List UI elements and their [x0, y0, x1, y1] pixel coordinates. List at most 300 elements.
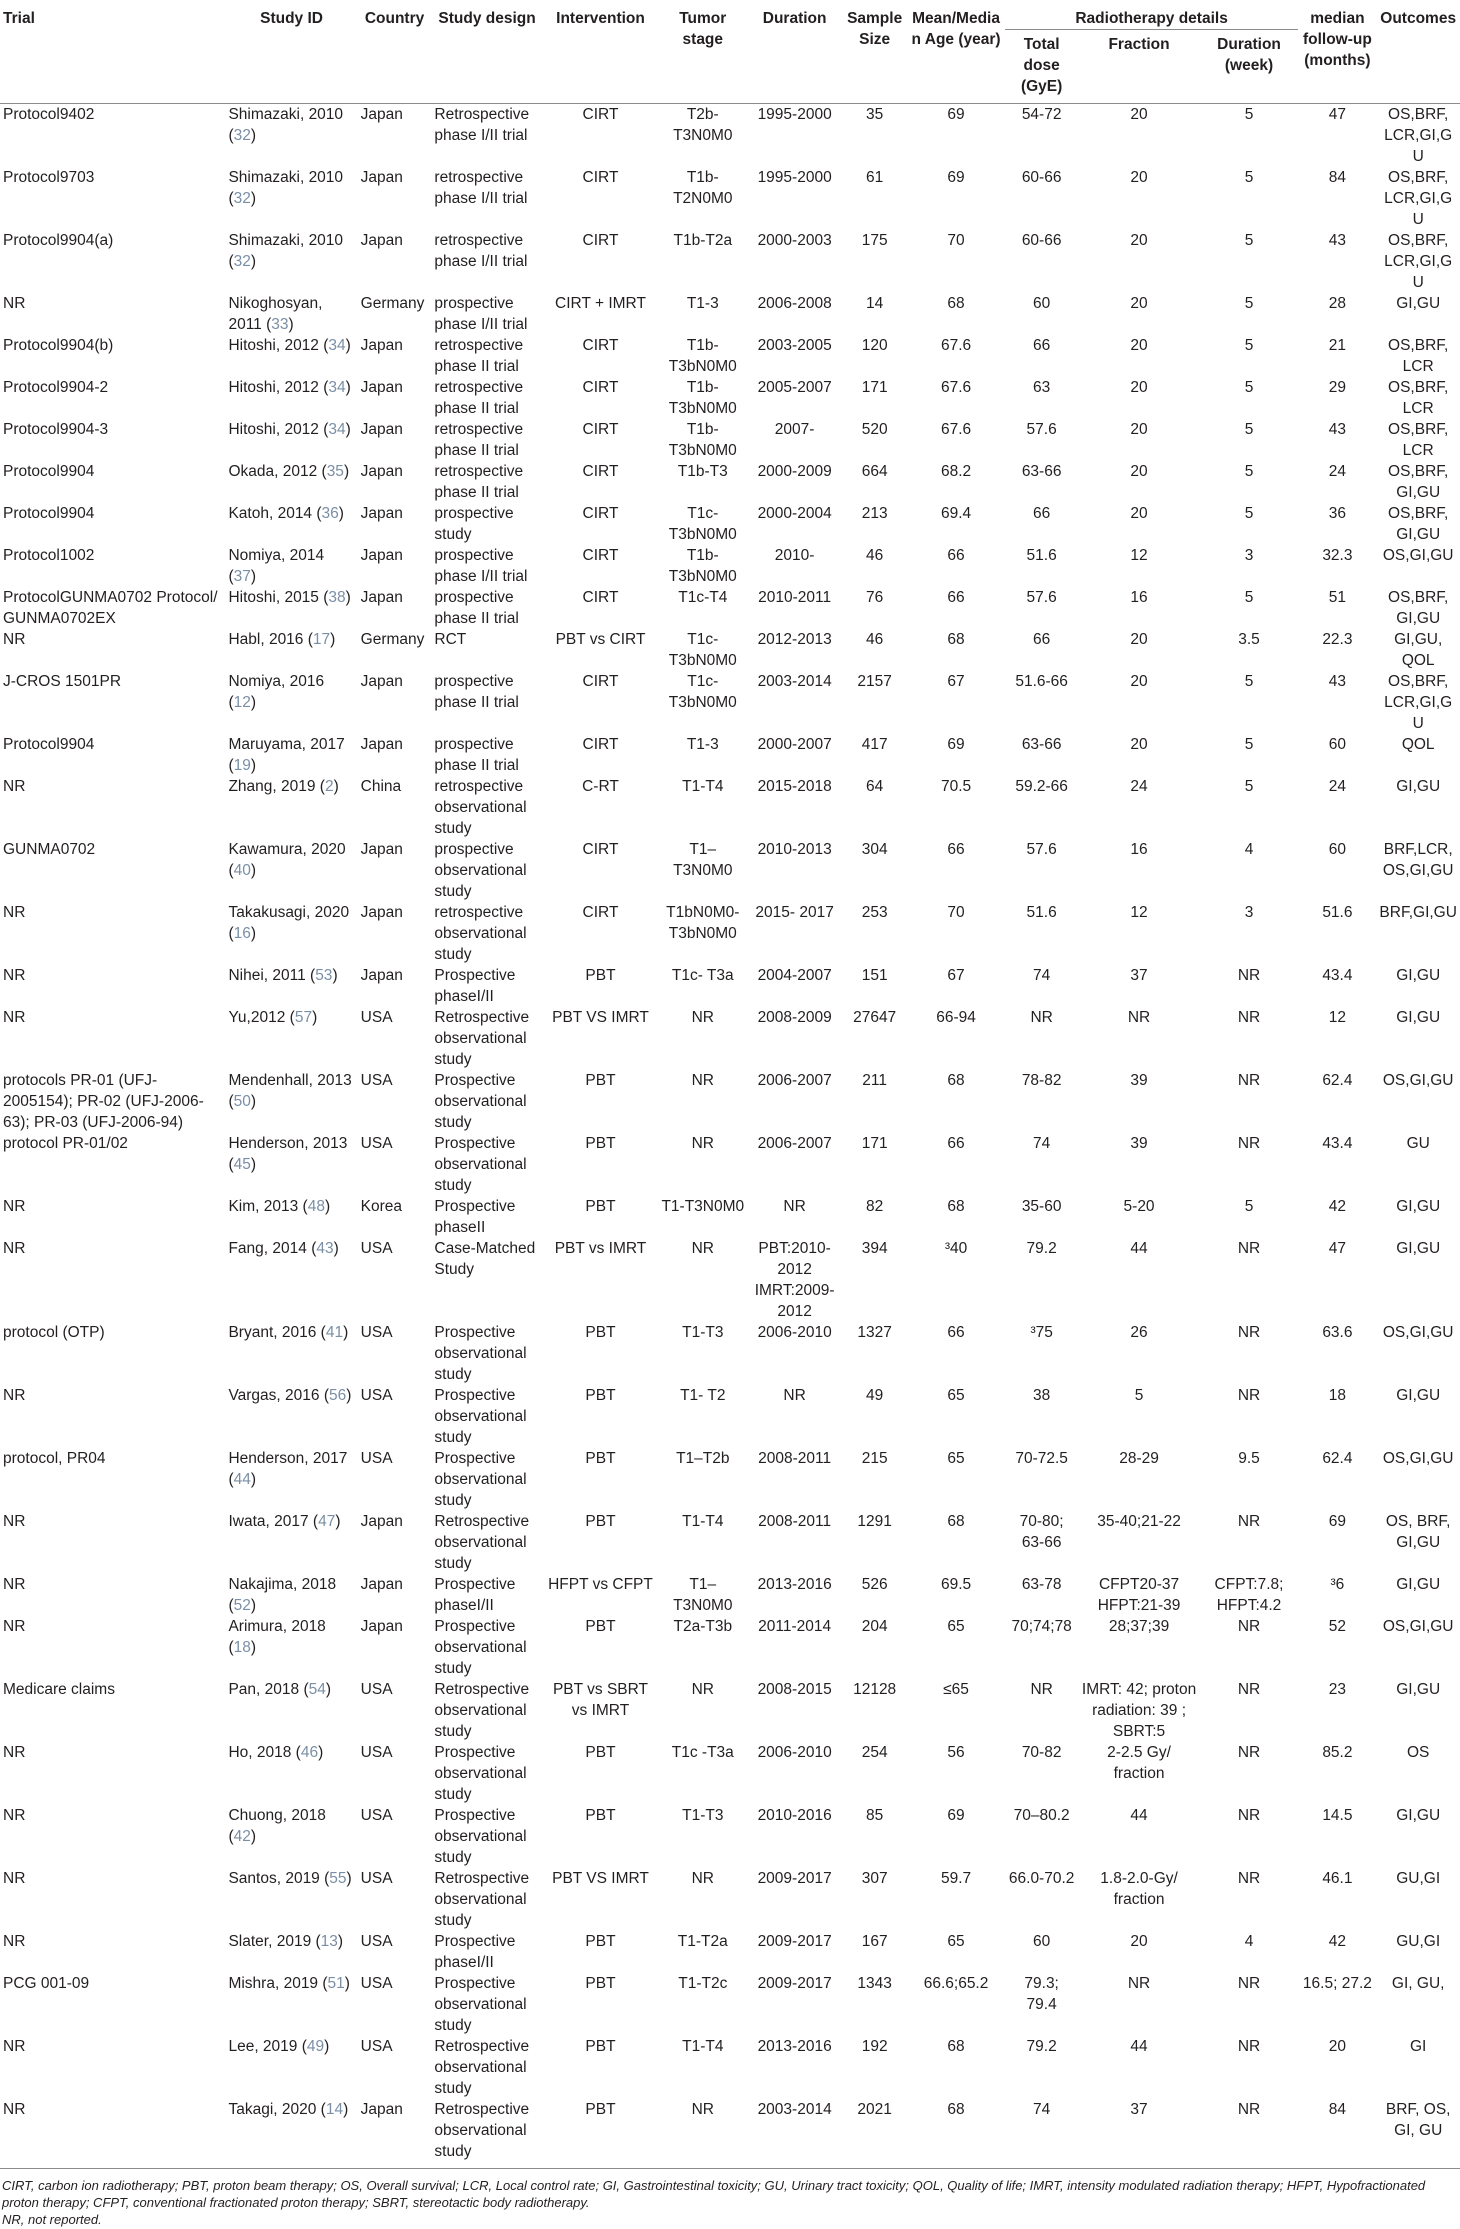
table-row: [0, 1868, 1460, 1931]
cell-follow-up: 60: [1328, 736, 1347, 753]
cell-intervention: PBT: [585, 1618, 616, 1635]
cell-outcomes: OS,BRF, LCR: [1388, 379, 1449, 417]
cell-study-id: Nomiya, 2014 (37): [228, 547, 325, 585]
cell-sample-size: 213: [861, 505, 888, 522]
cell-total-dose: 70-82: [1021, 1744, 1062, 1761]
cell-intervention: CIRT: [582, 463, 619, 480]
cell-tumor-stage: T1-T4: [682, 2038, 724, 2055]
cell-trial: protocol PR-01/02: [3, 1135, 128, 1152]
cell-duration: 2008-2015: [757, 1681, 832, 1698]
cell-total-dose: 59.2-66: [1015, 778, 1068, 795]
cell-trial: Protocol1002: [3, 547, 95, 564]
cell-trial: Protocol9904: [3, 463, 95, 480]
cell-duration: 2006-2010: [757, 1744, 832, 1761]
study-author-year: Maruyama, 2017: [228, 736, 345, 753]
cell-study-id: Nakajima, 2018 (52): [228, 1576, 337, 1614]
table-row: [0, 167, 1460, 230]
cell-duration: 2006-2008: [757, 295, 832, 312]
cell-tumor-stage: T1-3: [686, 295, 719, 312]
cell-fraction: 20: [1130, 463, 1148, 480]
cell-total-dose: 51.6: [1026, 547, 1057, 564]
cell-tumor-stage: T1- T2: [680, 1387, 726, 1404]
cell-outcomes: GI: [1410, 2038, 1427, 2055]
cell-fraction: 44: [1130, 1240, 1148, 1257]
cell-study-id: Iwata, 2017 (47): [228, 1513, 341, 1530]
cell-duration: 2008-2011: [758, 1450, 832, 1467]
table-row: [0, 293, 1460, 335]
cell-country: Germany: [360, 631, 425, 648]
cell-outcomes: OS,BRF, GI,GU: [1388, 589, 1449, 627]
cell-age: 69: [947, 1807, 965, 1824]
reference-link[interactable]: 45: [233, 1156, 251, 1173]
cell-country: USA: [360, 1072, 393, 1089]
study-author-year: Hitoshi, 2015: [228, 589, 319, 606]
cell-tumor-stage: T1-T4: [682, 778, 724, 795]
cell-tumor-stage: T1b-T3bN0M0: [668, 421, 737, 459]
cell-duration: 2004-2007: [757, 967, 832, 984]
cell-total-dose: 66: [1033, 337, 1051, 354]
reference-link[interactable]: 34: [328, 337, 346, 354]
cell-sample-size: 2021: [842, 2099, 907, 2169]
cell-duration: 2003-2005: [757, 337, 832, 354]
cell-study-id: Maruyama, 2017 (19): [228, 736, 345, 774]
cell-follow-up: 62.4: [1322, 1450, 1353, 1467]
cell-follow-up: 20: [1328, 2038, 1347, 2055]
cell-intervention: PBT: [585, 1807, 616, 1824]
reference-link[interactable]: 32: [233, 253, 251, 270]
cell-duration-week: 3: [1244, 547, 1254, 564]
cell-tumor-stage: T2b-T3N0M0: [673, 106, 733, 144]
cell-follow-up: 63.6: [1322, 1324, 1353, 1341]
reference-link[interactable]: 57: [294, 1009, 313, 1026]
cell-study-design: Retrospective phase I/II trial: [434, 106, 530, 144]
cell-follow-up: 42: [1328, 1933, 1347, 1950]
cell-duration-week: 5: [1244, 232, 1254, 249]
reference-link[interactable]: 37: [233, 568, 251, 585]
cell-study-id: Mishra, 2019 (51): [228, 1975, 350, 1992]
cell-follow-up: 62.4: [1322, 1072, 1353, 1089]
reference-link[interactable]: 55: [329, 1870, 347, 1887]
cell-intervention: CIRT: [582, 904, 619, 921]
study-author-year: Shimazaki, 2010: [228, 232, 344, 249]
cell-sample-size: 520: [861, 421, 888, 438]
reference-link[interactable]: 40: [233, 862, 251, 879]
cell-sample-size: 417: [861, 736, 888, 753]
cell-study-design: prospective phase II trial: [434, 736, 519, 774]
cell-total-dose: 70-72.5: [1015, 1450, 1068, 1467]
cell-outcomes: OS,BRF, GI,GU: [1388, 505, 1449, 543]
table-row: [0, 1931, 1460, 1973]
reference-link[interactable]: 16: [233, 925, 251, 942]
table-row: [0, 1133, 1460, 1196]
cell-total-dose: 79.2: [1026, 2038, 1057, 2055]
cell-sample-size: 2157: [857, 673, 892, 690]
cell-fraction: 20: [1130, 169, 1148, 186]
cell-outcomes: OS,BRF, LCR,GI,GU: [1384, 106, 1453, 165]
table-row: [0, 1322, 1460, 1385]
cell-tumor-stage: NR: [691, 1240, 714, 1257]
cell-country: USA: [360, 1450, 393, 1467]
table-row: [0, 776, 1460, 839]
cell-duration-week: NR: [1200, 2099, 1299, 2169]
study-author-year: Nomiya, 2016: [228, 673, 325, 690]
reference-link[interactable]: 41: [325, 1324, 344, 1341]
reference-link[interactable]: 52: [233, 1597, 251, 1614]
cell-duration-week: NR: [1237, 1135, 1261, 1152]
table-row: [0, 104, 1460, 168]
cell-study-id: Shimazaki, 2010 (32): [228, 106, 344, 144]
cell-age: 70: [947, 232, 965, 249]
cell-trial: NR: [3, 1807, 26, 1824]
cell-duration-week: NR: [1237, 1618, 1261, 1635]
cell-total-dose: 35-60: [1021, 1198, 1062, 1215]
cell-tumor-stage: T1–T3N0M0: [673, 1576, 733, 1614]
table-row: [0, 461, 1460, 503]
cell-trial: NR: [3, 295, 26, 312]
cell-study-design: Prospective phaseII: [434, 1198, 516, 1236]
cell-duration: 2006-2007: [757, 1135, 832, 1152]
reference-link[interactable]: 14: [325, 2101, 344, 2118]
cell-sample-size: 61: [866, 169, 884, 186]
cell-duration: 1995-2000: [757, 169, 832, 186]
reference-link[interactable]: 43: [316, 1240, 334, 1257]
cell-study-design: Prospective phaseI/II: [434, 1576, 516, 1614]
reference-link[interactable]: 33: [271, 316, 289, 333]
study-author-year: Mendenhall, 2013: [228, 1072, 352, 1089]
reference-link[interactable]: 48: [307, 1198, 325, 1215]
reference-link[interactable]: 34: [328, 421, 346, 438]
table-row: [0, 629, 1460, 671]
reference-link[interactable]: 44: [233, 1471, 251, 1488]
cell-age: 66-94: [936, 1009, 976, 1026]
cell-duration-week: NR: [1237, 1870, 1261, 1887]
cell-trial: Protocol9703: [3, 169, 95, 186]
cell-duration-week: 4: [1244, 841, 1254, 858]
cell-tumor-stage: T2a-T3b: [673, 1618, 733, 1635]
cell-tumor-stage: T1b-T3bN0M0: [668, 379, 737, 417]
cell-sample-size: 46: [866, 547, 884, 564]
cell-study-id: Hitoshi, 2012 (34): [228, 421, 351, 438]
reference-link[interactable]: 2: [324, 778, 334, 795]
cell-duration: 2000-2009: [757, 463, 832, 480]
cell-sample-size: 171: [861, 1135, 888, 1152]
cell-study-design: Prospective observational study: [434, 1807, 527, 1866]
cell-study-id: Mendenhall, 2013 (50): [228, 1072, 352, 1110]
cell-country: Japan: [360, 463, 403, 480]
cell-follow-up: 36: [1328, 505, 1347, 522]
cell-trial: protocol (OTP): [3, 1324, 105, 1341]
cell-duration: 2015-2018: [757, 778, 832, 795]
study-author-year: Hitoshi, 2012: [228, 421, 319, 438]
cell-sample-size: 192: [861, 2038, 888, 2055]
cell-sample-size: 394: [861, 1240, 888, 1257]
cell-sample-size: 12128: [853, 1681, 897, 1698]
cell-country: Japan: [360, 232, 403, 249]
cell-total-dose: 63-66: [1021, 736, 1062, 753]
cell-outcomes: OS,BRF, LCR,GI,GU: [1384, 169, 1453, 228]
cell-fraction: 20: [1130, 232, 1148, 249]
reference-link[interactable]: 19: [233, 757, 251, 774]
reference-link[interactable]: 17: [312, 631, 331, 648]
cell-tumor-stage: T1-T3: [682, 1807, 724, 1824]
cell-study-id: Kawamura, 2020 (40): [228, 841, 346, 879]
cell-fraction: NR: [1127, 1975, 1151, 1992]
cell-outcomes: GU,GI: [1396, 1870, 1441, 1887]
cell-study-id: Bryant, 2016 (41): [228, 1324, 349, 1341]
cell-trial: PCG 001-09: [3, 1975, 90, 1992]
cell-duration-week: 5: [1244, 778, 1254, 795]
cell-duration-week: 5: [1244, 421, 1254, 438]
cell-country: USA: [360, 1135, 393, 1152]
cell-study-design: retrospective phase II trial: [434, 337, 524, 375]
cell-follow-up: 42: [1328, 1198, 1347, 1215]
cell-study-design: Prospective observational study: [434, 1744, 527, 1803]
study-author-year: Chuong, 2018: [228, 1807, 326, 1824]
cell-age: 67.6: [940, 379, 972, 396]
cell-outcomes: GU: [1406, 1135, 1430, 1152]
cell-sample-size: 175: [861, 232, 888, 249]
cell-duration: 2010-2013: [757, 841, 832, 858]
cell-duration-week: 9.5: [1238, 1450, 1260, 1467]
cell-intervention: PBT: [585, 1387, 616, 1404]
reference-link[interactable]: 47: [318, 1513, 336, 1530]
cell-study-design: Prospective observational study: [434, 1387, 527, 1446]
study-author-year: Arimura, 2018: [228, 1618, 326, 1635]
reference-link[interactable]: 34: [328, 379, 346, 396]
study-author-year: Zhang, 2019: [228, 778, 316, 795]
cell-country: USA: [360, 2038, 393, 2055]
cell-tumor-stage: T1-T2a: [677, 1933, 728, 1950]
cell-outcomes: OS,BRF, LCR: [1388, 421, 1449, 459]
reference-link[interactable]: 53: [315, 967, 333, 984]
table-row: [0, 1616, 1460, 1679]
cell-fraction: 44: [1130, 1807, 1148, 1824]
cell-trial: NR: [3, 1240, 26, 1257]
reference-link[interactable]: 38: [328, 589, 346, 606]
study-author-year: Slater, 2019: [228, 1933, 312, 1950]
study-author-year: Pan, 2018: [228, 1681, 300, 1698]
cell-total-dose: NR: [1030, 1681, 1053, 1698]
cell-study-id: Hitoshi, 2012 (34): [228, 379, 351, 396]
cell-follow-up: 60: [1328, 841, 1347, 858]
cell-age: 65: [947, 1933, 965, 1950]
study-author-year: Mishra, 2019: [228, 1975, 319, 1992]
cell-sample-size: 1343: [857, 1975, 892, 1992]
cell-outcomes: BRF,LCR, OS,GI,GU: [1382, 841, 1454, 879]
cell-total-dose: 51.6-66: [1015, 673, 1068, 690]
cell-outcomes: OS,BRF, LCR: [1388, 337, 1449, 375]
cell-duration: 2011-2014: [758, 1618, 832, 1635]
cell-duration-week: NR: [1237, 1072, 1261, 1089]
header-intervention: Intervention: [543, 0, 659, 104]
cell-sample-size: 46: [866, 631, 884, 648]
cell-study-id: Santos, 2019 (55): [228, 1870, 352, 1887]
header-outcomes: Outcomes: [1376, 0, 1460, 104]
cell-duration-week: 3.5: [1238, 631, 1260, 648]
cell-age: 66: [947, 1135, 965, 1152]
cell-tumor-stage: T1bN0M0-T3bN0M0: [666, 904, 740, 942]
cell-country: USA: [360, 1009, 393, 1026]
cell-trial: Protocol9904: [3, 505, 95, 522]
table-row: [0, 503, 1460, 545]
cell-follow-up: 24: [1328, 463, 1347, 480]
reference-link[interactable]: 32: [233, 127, 251, 144]
cell-age: 68: [947, 295, 965, 312]
cell-age: 65: [947, 1387, 965, 1404]
cell-sample-size: 82: [866, 1198, 884, 1215]
cell-tumor-stage: T1-T4: [682, 1513, 724, 1530]
cell-tumor-stage: T1-T2c: [678, 1975, 728, 1992]
cell-duration: 2000-2004: [757, 505, 832, 522]
cell-age: 68: [907, 2099, 1004, 2169]
cell-outcomes: OS: [1406, 1744, 1430, 1761]
cell-intervention: CIRT: [582, 589, 619, 606]
reference-link[interactable]: 49: [306, 2038, 325, 2055]
header-sample-size: Sample Size: [842, 0, 907, 104]
study-author-year: Yu,2012: [228, 1009, 286, 1026]
cell-duration-week: 5: [1244, 106, 1254, 123]
cell-country: Japan: [360, 505, 403, 522]
reference-link[interactable]: 36: [321, 505, 339, 522]
cell-country: Japan: [360, 904, 403, 921]
cell-outcomes: OS,GI,GU: [1382, 1618, 1454, 1635]
cell-tumor-stage: NR: [691, 1870, 714, 1887]
header-study-design: Study design: [431, 0, 542, 104]
cell-duration-week: 4: [1244, 1933, 1254, 1950]
cell-intervention: HFPT vs CFPT: [548, 1576, 653, 1593]
table-row: [0, 1511, 1460, 1574]
cell-intervention: CIRT + IMRT: [555, 295, 646, 312]
reference-link[interactable]: 42: [233, 1828, 251, 1845]
cell-total-dose: 63-66: [1021, 463, 1062, 480]
cell-follow-up: 46.1: [1322, 1870, 1353, 1887]
cell-fraction: 20: [1130, 1933, 1148, 1950]
cell-tumor-stage: T1c -T3a: [671, 1744, 734, 1761]
reference-link[interactable]: 51: [327, 1975, 345, 1992]
cell-duration: 2000-2007: [757, 736, 832, 753]
table-footnotes: [0, 2169, 1452, 2228]
cell-duration: 2000-2003: [757, 232, 832, 249]
cell-age: 69: [947, 169, 965, 186]
cell-trial: Medicare claims: [3, 1681, 115, 1698]
cell-fraction: 12: [1130, 904, 1148, 921]
cell-total-dose: 74: [1005, 2099, 1079, 2169]
cell-country: USA: [360, 1387, 393, 1404]
header-trial: Trial: [0, 0, 225, 104]
reference-link[interactable]: 50: [233, 1093, 251, 1110]
reference-link[interactable]: 35: [326, 463, 344, 480]
cell-study-design: retrospective observational study: [434, 778, 527, 837]
cell-study-id: Habl, 2016 (17): [228, 631, 336, 648]
cell-fraction: 16: [1130, 841, 1148, 858]
cell-sample-size: 14: [866, 295, 884, 312]
cell-tumor-stage: T1b-T2a: [673, 232, 733, 249]
cell-outcomes: GI,GU: [1396, 1240, 1441, 1257]
cell-follow-up: 23: [1328, 1681, 1347, 1698]
cell-study-design: Prospective observational study: [434, 1975, 527, 2034]
cell-tumor-stage: T1-T3: [682, 1324, 724, 1341]
cell-follow-up: 84: [1328, 169, 1347, 186]
reference-link[interactable]: 46: [300, 1744, 319, 1761]
reference-link[interactable]: 13: [320, 1933, 338, 1950]
cell-fraction: 20: [1130, 505, 1148, 522]
cell-age: 66: [947, 841, 965, 858]
cell-outcomes: GI,GU: [1396, 1198, 1441, 1215]
cell-follow-up: 21: [1328, 337, 1347, 354]
cell-fraction: 2-2.5 Gy/ fraction: [1107, 1744, 1171, 1782]
cell-intervention: CIRT: [582, 736, 619, 753]
cell-study-design: prospective phase II trial: [434, 673, 519, 711]
cell-outcomes: OS,GI,GU: [1382, 547, 1454, 564]
table-row: [0, 1805, 1460, 1868]
cell-intervention: PBT: [585, 1198, 616, 1215]
cell-study-id: Chuong, 2018 (42): [228, 1807, 326, 1845]
cell-country: Japan: [360, 379, 403, 396]
cell-total-dose: 74: [1033, 967, 1051, 984]
cell-country: Japan: [360, 547, 403, 564]
reference-link[interactable]: 32: [233, 190, 251, 207]
cell-duration: 2015- 2017: [755, 904, 834, 921]
cell-study-design: Retrospective observational study: [434, 1870, 530, 1929]
reference-link[interactable]: 56: [328, 1387, 347, 1404]
reference-link[interactable]: 54: [308, 1681, 326, 1698]
cell-outcomes: OS,BRF, LCR,GI,GU: [1384, 232, 1453, 291]
cell-age: 67: [947, 967, 965, 984]
table-row: [0, 377, 1460, 419]
cell-age: 56: [947, 1744, 965, 1761]
cell-follow-up: 43: [1328, 421, 1347, 438]
table-body: [0, 104, 1460, 2169]
cell-intervention: PBT: [585, 1324, 616, 1341]
cell-study-design: prospective study: [434, 505, 514, 543]
table-row: [0, 587, 1460, 629]
cell-fraction: CFPT20-37 HFPT:21-39: [1097, 1576, 1181, 1614]
cell-duration-week: NR: [1237, 1975, 1261, 1992]
cell-trial: Protocol9904(a): [3, 232, 114, 249]
table-row: [0, 1679, 1460, 1742]
cell-age: 67: [947, 673, 965, 690]
cell-trial: NR: [3, 1744, 26, 1761]
cell-country: Japan: [360, 421, 403, 438]
cell-total-dose: 66: [1033, 505, 1051, 522]
cell-duration-week: NR: [1237, 1240, 1261, 1257]
cell-study-design: Case-Matched Study: [434, 1240, 536, 1278]
cell-study-design: Prospective observational study: [434, 1450, 527, 1509]
cell-age: 68: [947, 2038, 965, 2055]
reference-link[interactable]: 18: [233, 1639, 251, 1656]
cell-intervention: CIRT: [582, 232, 619, 249]
cell-age: 68: [947, 1072, 965, 1089]
study-author-year: Bryant, 2016: [228, 1324, 317, 1341]
cell-outcomes: GI,GU: [1396, 1681, 1441, 1698]
cell-trial: protocols PR-01 (UFJ-2005154); PR-02 (UFJ-2006-63); PR-03 (UFJ-2006-94): [3, 1072, 204, 1131]
cell-follow-up: 43.4: [1322, 1135, 1353, 1152]
cell-country: Japan: [360, 967, 403, 984]
cell-fraction: 35-40;21-22: [1097, 1513, 1181, 1530]
table-row: [0, 734, 1460, 776]
cell-study-design: Prospective phaseI/II: [434, 1933, 516, 1971]
cell-tumor-stage: T1b-T3bN0M0: [668, 337, 737, 375]
cell-trial: Protocol9904: [3, 736, 95, 753]
cell-sample-size: 35: [866, 106, 884, 123]
cell-fraction: 20: [1130, 421, 1148, 438]
cell-follow-up: 43.4: [1322, 967, 1353, 984]
cell-country: Japan: [360, 1618, 403, 1635]
cell-total-dose: 66.0-70.2: [1008, 1870, 1075, 1887]
reference-link[interactable]: 12: [233, 694, 251, 711]
cell-sample-size: 304: [861, 841, 888, 858]
table-row: [0, 1385, 1460, 1448]
